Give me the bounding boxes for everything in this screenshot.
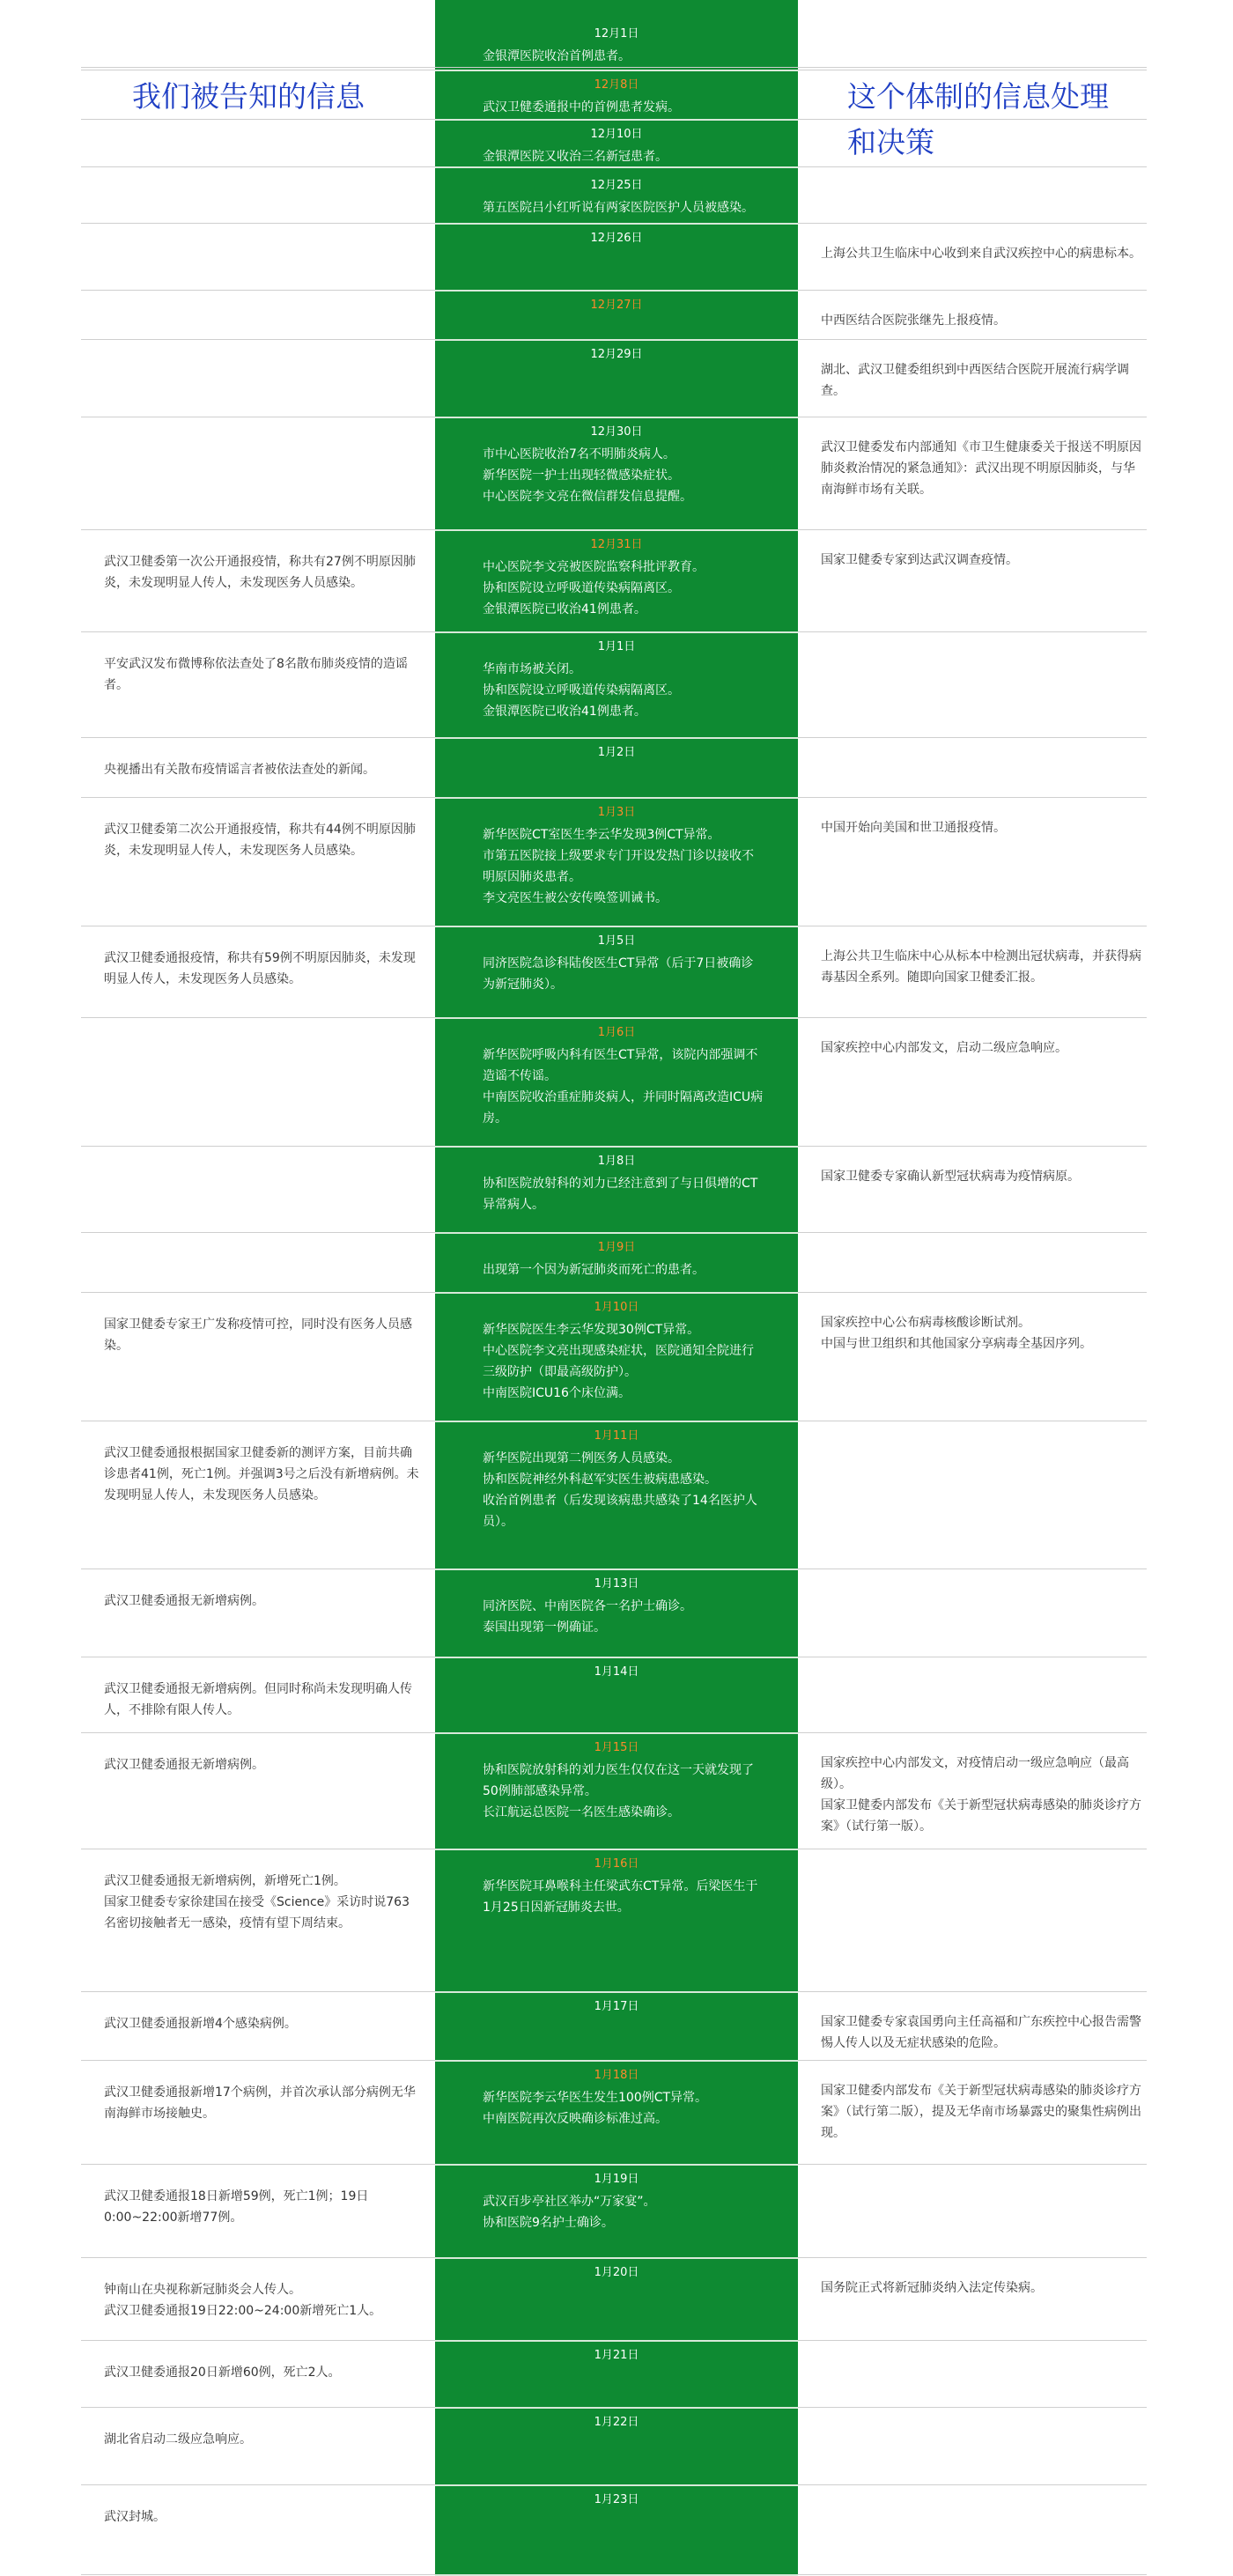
left-info-block xyxy=(104,2013,421,2034)
center-event-line: 同济医院急诊科陆俊医生CT异常（后于7日被确诊为新冠肺炎）。 xyxy=(483,956,754,992)
date-label: 12月26日 xyxy=(590,232,643,245)
row-divider-green xyxy=(435,1657,798,1658)
date-label: 12月10日 xyxy=(590,128,643,141)
right-info-block xyxy=(821,817,1147,838)
date-label: 1月21日 xyxy=(594,2349,639,2362)
right-info-block xyxy=(821,437,1147,500)
row-divider-green xyxy=(435,1568,798,1570)
right-info-line: 国家疾控中心内部发文，对疫情启动一级应急响应（最高级）。 xyxy=(821,1756,1129,1791)
left-info-line: 武汉卫健委通报20日新增60例，死亡2人。 xyxy=(104,2366,341,2380)
date-label: 1月19日 xyxy=(594,2173,639,2186)
date-label: 12月30日 xyxy=(590,425,643,439)
center-event-block xyxy=(483,1760,764,1823)
left-info-line: 湖北省启动二级应急响应。 xyxy=(104,2432,252,2447)
center-event-line: 新华医院耳鼻喉科主任梁武东CT异常。后梁医生于1月25日因新冠肺炎去世。 xyxy=(483,1879,758,1915)
center-event-line: 新华医院出现第二例医务人员感染。 xyxy=(483,1451,680,1465)
center-event-line: 新华医院CT室医生李云华发现3例CT异常。 xyxy=(483,828,720,842)
center-event-line: 协和医院设立呼吸道传染病隔离区。 xyxy=(483,683,680,698)
center-event-line: 新华医院呼吸内科有医生CT异常，该院内部强调不造谣不传谣。 xyxy=(483,1048,758,1083)
date-label: 1月16日 xyxy=(594,1857,639,1871)
date-label: 1月1日 xyxy=(597,640,636,653)
row-divider-green xyxy=(435,1232,798,1234)
row-divider-green xyxy=(435,119,798,121)
center-event-line: 中心医院李文亮在微信群发信息提醒。 xyxy=(483,490,692,504)
left-info-line: 武汉卫健委第二次公开通报疫情，称共有44例不明原因肺炎，未发现明显人传人，未发现医务人员感染。 xyxy=(104,823,416,858)
center-event-line: 协和医院放射科的刘力已经注意到了与日俱增的CT异常病人。 xyxy=(483,1177,758,1212)
center-event-block xyxy=(483,1319,764,1404)
center-event-line: 协和医院神经外科赵军实医生被病患感染。 xyxy=(483,1473,717,1487)
left-info-line: 钟南山在央视称新冠肺炎会人传人。 xyxy=(104,2283,301,2297)
date-label: 1月22日 xyxy=(594,2416,639,2429)
row-divider-green xyxy=(435,70,798,71)
center-event-block xyxy=(483,953,764,995)
left-info-block xyxy=(104,1314,421,1356)
center-event-block xyxy=(483,1448,764,1532)
row-divider-green xyxy=(435,1991,798,1993)
center-event-line: 新华医院李云华医生发生100例CT异常。 xyxy=(483,2091,708,2105)
left-info-line: 武汉卫健委通报新增4个感染病例。 xyxy=(104,2017,297,2031)
left-info-block xyxy=(104,2506,421,2528)
row-divider-green xyxy=(435,1849,798,1850)
left-info-line: 武汉卫健委第一次公开通报疫情，称共有27例不明原因肺炎，未发现明显人传人，未发现医务人员感染。 xyxy=(104,555,416,590)
date-label: 1月6日 xyxy=(597,1026,636,1039)
date-label: 1月3日 xyxy=(597,806,636,819)
center-event-block xyxy=(483,46,764,67)
left-info-line: 央视播出有关散布疫情谣言者被依法查处的新闻。 xyxy=(104,763,375,777)
center-event-block xyxy=(483,659,764,722)
right-info-block xyxy=(821,2080,1147,2144)
right-info-line: 国家疾控中心内部发文，启动二级应急响应。 xyxy=(821,1041,1067,1055)
left-info-line: 武汉卫健委通报新增17个病例，并首次承认部分病例无华南海鲜市场接触史。 xyxy=(104,2085,416,2121)
center-event-line: 金银潭医院已收治41例患者。 xyxy=(483,602,646,616)
row-divider-green xyxy=(435,1732,798,1734)
row-divider-green xyxy=(435,2164,798,2166)
left-info-line: 武汉卫健委通报无新增病例。但同时称尚未发现明确人传人，不排除有限人传人。 xyxy=(104,1682,412,1717)
right-info-line: 国家卫健委内部发布《关于新型冠状病毒感染的肺炎诊疗方案》（试行第一版）。 xyxy=(821,1798,1141,1834)
center-event-line: 泰国出现第一例确证。 xyxy=(483,1620,606,1635)
center-event-line: 协和医院设立呼吸道传染病隔离区。 xyxy=(483,581,680,595)
center-event-line: 武汉卫健委通报中的首例患者发病。 xyxy=(483,100,680,114)
left-header-title: 我们被告知的信息 xyxy=(132,79,365,114)
row-divider-green xyxy=(435,223,798,225)
left-info-line: 国家卫健委专家王广发称疫情可控，同时没有医务人员感染。 xyxy=(104,1318,412,1353)
center-event-line: 李文亮医生被公安传唤签训诫书。 xyxy=(483,891,668,905)
date-label: 1月9日 xyxy=(597,1241,636,1254)
row-divider-green xyxy=(435,1421,798,1422)
left-info-line: 武汉卫健委通报19日22:00~24:00新增死亡1人。 xyxy=(104,2304,382,2318)
date-label: 1月23日 xyxy=(594,2493,639,2506)
left-info-block xyxy=(104,2082,421,2124)
center-event-block xyxy=(483,97,764,118)
center-event-line: 中心医院李文亮出现感染症状，医院通知全院进行三级防护（即最高级防护）。 xyxy=(483,1344,754,1379)
date-label: 12月31日 xyxy=(590,538,643,551)
right-info-line: 国家疾控中心公布病毒核酸诊断试剂。 xyxy=(821,1316,1030,1330)
center-event-line: 中南医院ICU16个床位满。 xyxy=(483,1386,631,1400)
right-info-block xyxy=(821,550,1147,571)
left-info-block xyxy=(104,2279,421,2321)
center-event-line: 中南医院收治重症肺炎病人，并同时隔离改造ICU病房。 xyxy=(483,1090,764,1126)
center-event-block xyxy=(483,1173,764,1215)
center-event-block xyxy=(483,824,764,909)
date-label: 1月14日 xyxy=(594,1665,639,1679)
left-info-block xyxy=(104,551,421,594)
row-divider-green xyxy=(435,2060,798,2062)
center-event-line: 金银潭医院已收治41例患者。 xyxy=(483,705,646,719)
right-info-block xyxy=(821,310,1147,331)
center-event-line: 市中心医院收治7名不明肺炎病人。 xyxy=(483,447,676,461)
date-label: 1月13日 xyxy=(594,1577,639,1591)
right-info-block xyxy=(821,946,1147,988)
right-info-line: 国务院正式将新冠肺炎纳入法定传染病。 xyxy=(821,2281,1043,2295)
left-info-block xyxy=(104,1443,421,1506)
center-event-line: 第五医院吕小红听说有两家医院医护人员被感染。 xyxy=(483,201,754,215)
row-divider-green xyxy=(435,2484,798,2486)
center-event-line: 出现第一个因为新冠肺炎而死亡的患者。 xyxy=(483,1263,705,1277)
date-label: 12月27日 xyxy=(590,299,643,312)
top-divider xyxy=(81,67,1147,68)
right-info-block xyxy=(821,1037,1147,1059)
center-event-block xyxy=(483,2087,764,2129)
left-info-block xyxy=(104,948,421,990)
date-label: 1月20日 xyxy=(594,2266,639,2279)
left-info-block xyxy=(104,2362,421,2383)
right-info-block xyxy=(821,2277,1147,2299)
date-label: 1月8日 xyxy=(597,1155,636,1168)
left-info-block xyxy=(104,1679,421,1721)
right-info-line: 中国开始向美国和世卫通报疫情。 xyxy=(821,821,1006,835)
date-label: 1月17日 xyxy=(594,2000,639,2013)
left-info-block xyxy=(104,653,421,696)
row-divider-green xyxy=(435,2407,798,2409)
center-event-line: 新华医院医生李云华发现30例CT异常。 xyxy=(483,1323,700,1337)
row-divider-green xyxy=(435,2340,798,2342)
center-event-line: 长江航运总医院一名医生感染确诊。 xyxy=(483,1805,680,1819)
center-event-block xyxy=(483,1259,764,1281)
row-divider-green xyxy=(435,339,798,341)
right-info-line: 上海公共卫生临床中心收到来自武汉疾控中心的病患标本。 xyxy=(821,247,1141,261)
center-event-line: 中心医院李文亮被医院监察科批评教育。 xyxy=(483,560,705,574)
center-event-block xyxy=(483,1596,764,1638)
left-info-line: 武汉卫健委通报根据国家卫健委新的测评方案，目前共确诊患者41例，死亡1例。并强调3号之后没有新增病例。未发现明显人传人，未发现医务人员感染。 xyxy=(104,1446,419,1502)
center-event-block xyxy=(483,197,764,218)
row-divider-green xyxy=(435,417,798,418)
left-info-block xyxy=(104,1871,421,1934)
row-divider-green xyxy=(435,1292,798,1294)
left-info-line: 武汉卫健委通报无新增病例，新增死亡1例。 xyxy=(104,1874,346,1888)
center-event-line: 收治首例患者（后发现该病患共感染了14名医护人员）。 xyxy=(483,1494,757,1529)
row-divider-green xyxy=(435,1146,798,1148)
row-divider-green xyxy=(435,529,798,531)
right-info-block xyxy=(821,2011,1147,2054)
row-divider-green xyxy=(435,631,798,633)
right-info-line: 国家卫健委专家确认新型冠状病毒为疫情病原。 xyxy=(821,1170,1080,1184)
center-event-line: 市第五医院接上级要求专门开设发热门诊以接收不明原因肺炎患者。 xyxy=(483,849,754,884)
center-event-line: 武汉百步亭社区举办“万家宴”。 xyxy=(483,2195,656,2209)
center-event-block xyxy=(483,2191,764,2233)
center-event-line: 协和医院9名护士确诊。 xyxy=(483,2216,614,2230)
left-info-block xyxy=(104,1591,421,1612)
left-info-line: 武汉卫健委通报无新增病例。 xyxy=(104,1758,264,1772)
row-divider-green xyxy=(435,926,798,927)
row-divider-green xyxy=(435,2257,798,2259)
left-info-block xyxy=(104,2429,421,2450)
center-event-block xyxy=(483,146,764,167)
right-info-block xyxy=(821,359,1147,402)
right-header-title: 这个体制的信息处理和决策 xyxy=(847,79,1109,159)
right-info-line: 湖北、武汉卫健委组织到中西医结合医院开展流行病学调查。 xyxy=(821,363,1129,398)
center-event-line: 中南医院再次反映确诊标准过高。 xyxy=(483,2112,668,2126)
right-info-line: 上海公共卫生临床中心从标本中检测出冠状病毒，并获得病毒基因全系列。随即向国家卫健委汇报。 xyxy=(821,949,1141,985)
date-label: 12月29日 xyxy=(590,348,643,361)
left-info-block xyxy=(104,819,421,861)
date-label: 1月11日 xyxy=(594,1429,639,1443)
left-info-line: 武汉卫健委通报疫情，称共有59例不明原因肺炎，未发现明显人传人，未发现医务人员感染。 xyxy=(104,951,416,986)
left-info-line: 武汉封城。 xyxy=(104,2510,166,2524)
date-label: 1月2日 xyxy=(597,746,636,759)
right-info-block xyxy=(821,243,1147,264)
center-event-block xyxy=(483,1876,764,1918)
center-event-block xyxy=(483,444,764,507)
left-info-block xyxy=(104,1754,421,1775)
green-center-column xyxy=(435,0,798,2575)
date-label: 1月5日 xyxy=(597,934,636,948)
right-info-line: 国家卫健委内部发布《关于新型冠状病毒感染的肺炎诊疗方案》（试行第二版），提及无华南市场暴露史的聚集性病例出现。 xyxy=(821,2084,1141,2140)
right-info-line: 中西医结合医院张继先上报疫情。 xyxy=(821,314,1006,328)
center-event-block xyxy=(483,557,764,620)
left-info-line: 国家卫健委专家徐建国在接受《Science》采访时说763名密切接触者无一感染，疫情有望下周结束。 xyxy=(104,1895,410,1930)
right-info-block xyxy=(821,1312,1147,1354)
center-event-line: 协和医院放射科的刘力医生仅仅在这一天就发现了50例肺部感染异常。 xyxy=(483,1763,754,1798)
right-info-block xyxy=(821,1166,1147,1187)
date-label: 1月18日 xyxy=(594,2069,639,2082)
center-event-line: 金银潭医院收治首例患者。 xyxy=(483,49,631,63)
date-label: 12月25日 xyxy=(590,179,643,192)
date-label: 12月8日 xyxy=(594,78,639,92)
center-event-line: 新华医院一护士出现轻微感染症状。 xyxy=(483,469,680,483)
date-label: 1月15日 xyxy=(594,1741,639,1754)
left-info-line: 武汉卫健委通报无新增病例。 xyxy=(104,1594,264,1608)
right-info-line: 中国与世卫组织和其他国家分享病毒全基因序列。 xyxy=(821,1337,1092,1351)
center-event-line: 金银潭医院又收治三名新冠患者。 xyxy=(483,150,668,164)
right-info-block xyxy=(821,1753,1147,1837)
left-info-block xyxy=(104,2186,421,2228)
row-divider-green xyxy=(435,290,798,292)
right-info-line: 国家卫健委专家袁国勇向主任高福和广东疾控中心报告需警惕人传人以及无症状感染的危险。 xyxy=(821,2015,1141,2050)
right-info-line: 国家卫健委专家到达武汉调查疫情。 xyxy=(821,553,1018,567)
center-event-line: 华南市场被关闭。 xyxy=(483,662,581,676)
row-divider-green xyxy=(435,1017,798,1019)
row-divider-green xyxy=(435,797,798,799)
right-info-line: 武汉卫健委发布内部通知《市卫生健康委关于报送不明原因肺炎救治情况的紧急通知》：武汉出现不明原因肺炎，与华南海鲜市场有关联。 xyxy=(821,440,1141,497)
row-divider-green xyxy=(435,737,798,739)
center-event-block xyxy=(483,1044,764,1129)
left-info-line: 武汉卫健委通报18日新增59例，死亡1例；19日0:00~22:00新增77例。 xyxy=(104,2189,369,2225)
date-label: 12月1日 xyxy=(594,27,639,41)
date-label: 1月10日 xyxy=(594,1301,639,1314)
center-event-line: 同济医院、中南医院各一名护士确诊。 xyxy=(483,1599,692,1613)
left-info-block xyxy=(104,759,421,780)
left-info-line: 平安武汉发布微博称依法查处了8名散布肺炎疫情的造谣者。 xyxy=(104,657,408,692)
